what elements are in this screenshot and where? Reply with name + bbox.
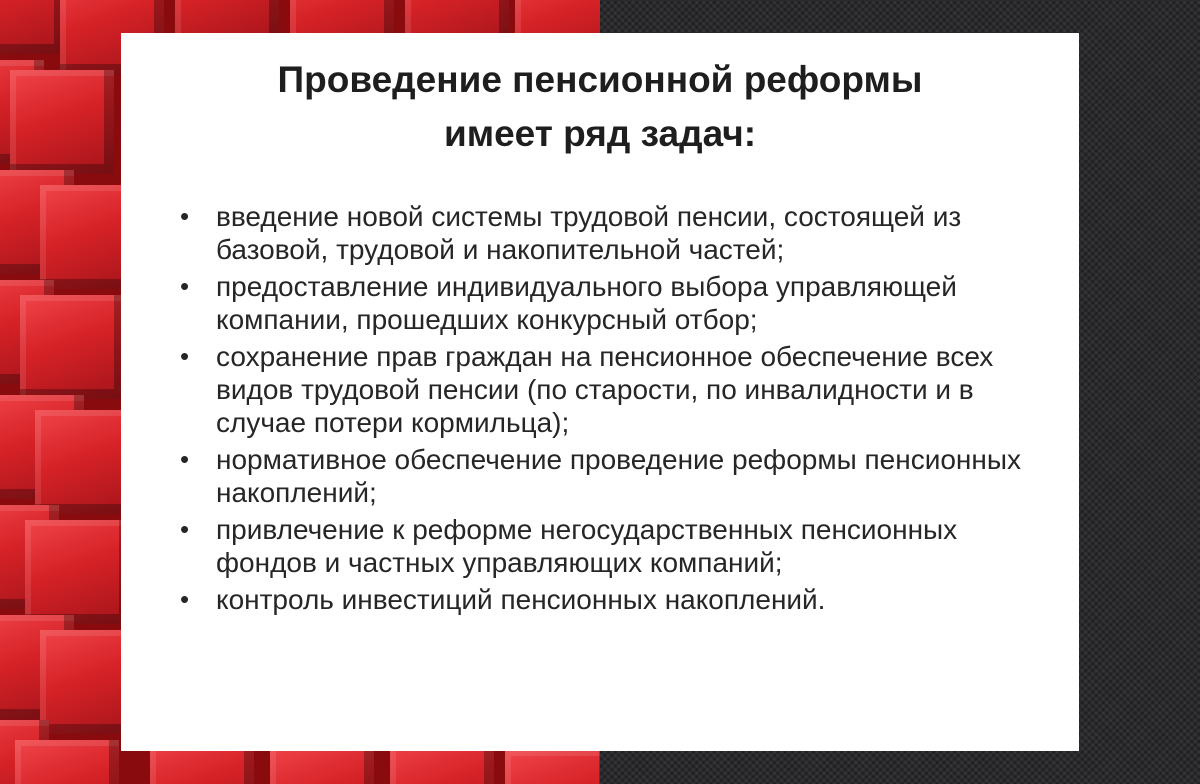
red-cube xyxy=(0,0,64,54)
bullet-icon: • xyxy=(180,341,190,371)
slide-title-line: имеет ряд задач: xyxy=(443,113,757,154)
slide-title-line: Проведение пенсионной реформы xyxy=(277,59,923,100)
bullet-icon: • xyxy=(180,201,190,231)
red-cube xyxy=(10,70,114,174)
red-cube xyxy=(505,750,609,784)
task-item xyxy=(178,583,1058,616)
slide-card xyxy=(121,33,1079,751)
bullet-icon: • xyxy=(180,514,190,544)
task-list xyxy=(178,200,1058,620)
bullet-icon: • xyxy=(180,584,190,614)
red-cube xyxy=(15,740,119,784)
task-text: предоставление индивидуального выбора управляющей компании, прошедших конкурсный отбор; xyxy=(216,271,957,335)
task-item xyxy=(178,270,1058,336)
red-cube xyxy=(25,520,129,624)
task-item xyxy=(178,340,1058,439)
task-item xyxy=(178,200,1058,266)
task-text: нормативное обеспечение проведение реформы пенсионных накоплений; xyxy=(216,444,1021,508)
slide-title xyxy=(121,53,1079,161)
task-text: привлечение к реформе негосударственных пенсионных фондов и частных управляющих компаний; xyxy=(216,514,958,578)
bullet-icon: • xyxy=(180,444,190,474)
task-item xyxy=(178,513,1058,579)
task-item xyxy=(178,443,1058,509)
red-cube xyxy=(20,295,124,399)
task-text: контроль инвестиций пенсионных накоплений. xyxy=(216,584,826,615)
task-text: введение новой системы трудовой пенсии, состоящей из базовой, трудовой и накопительной частей; xyxy=(216,201,962,265)
task-text: сохранение прав граждан на пенсионное обеспечение всех видов трудовой пенсии (по старости, по инвалидности и в случае потери кормильца); xyxy=(216,341,994,438)
bullet-icon: • xyxy=(180,271,190,301)
